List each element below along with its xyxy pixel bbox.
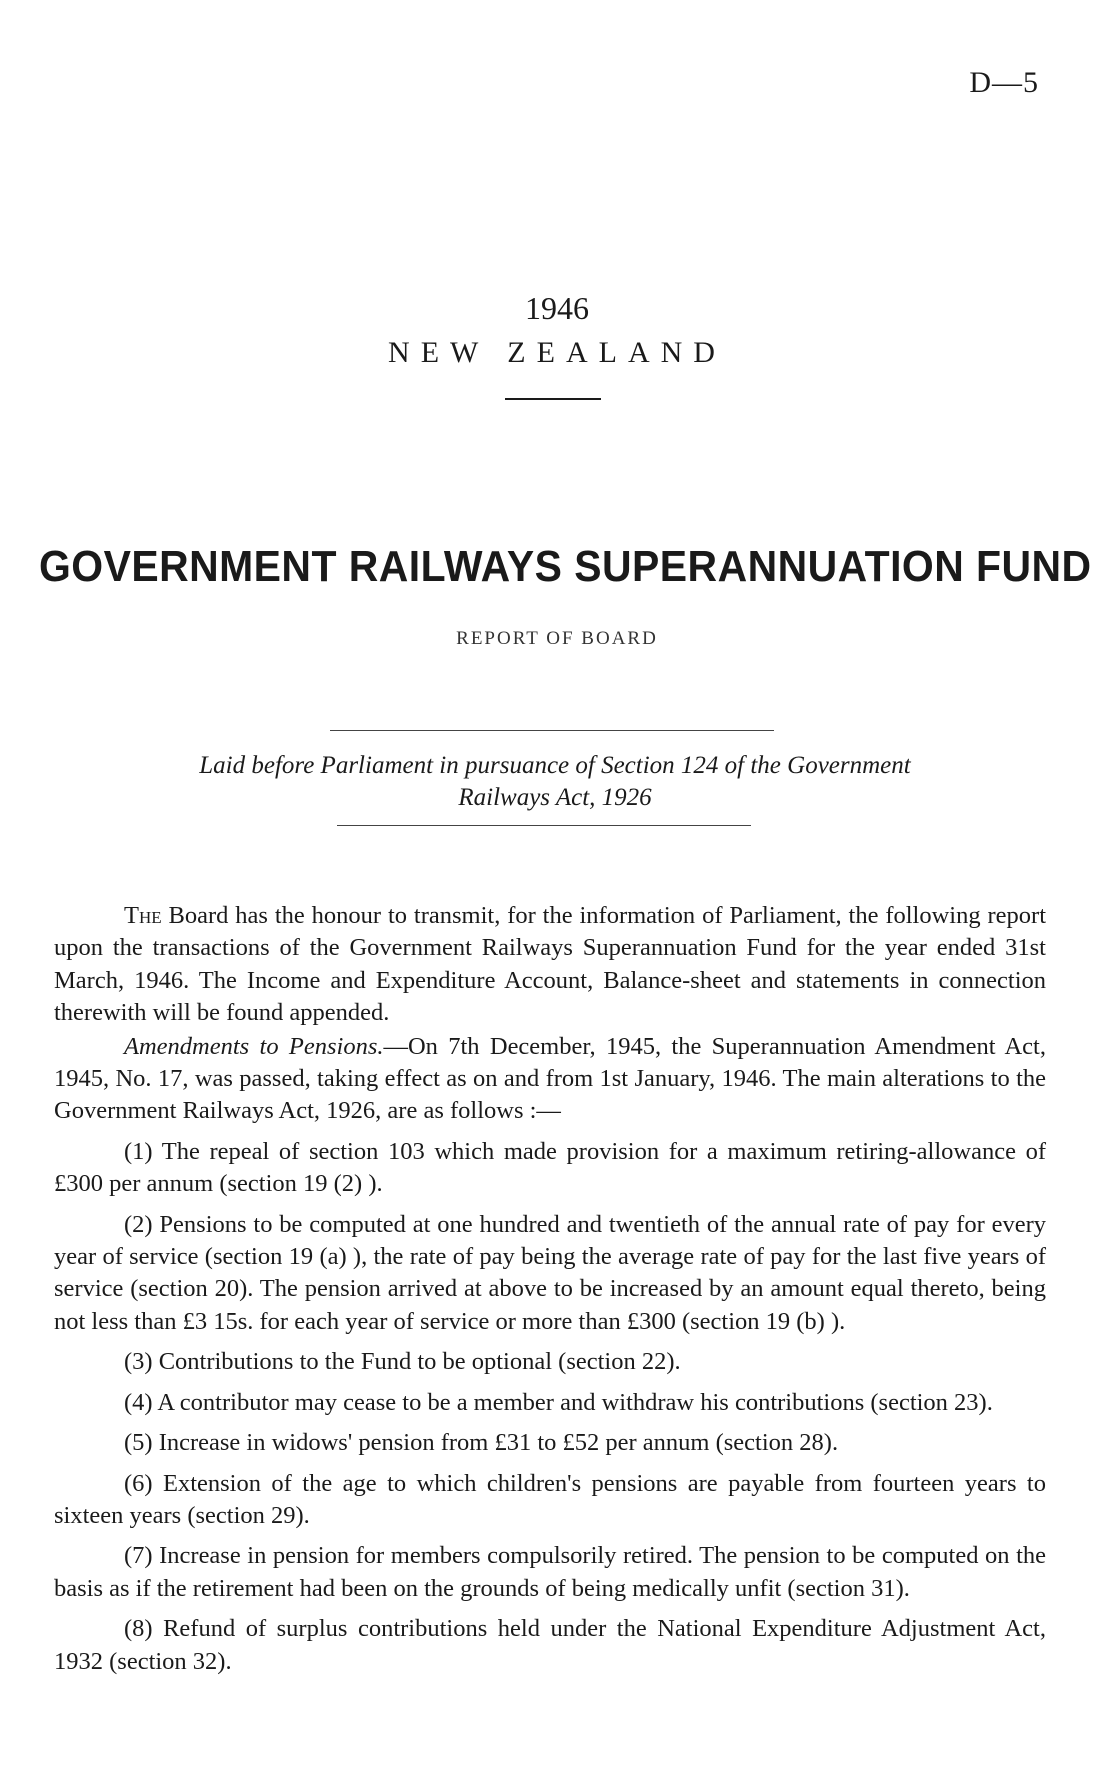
list-item: (7) Increase in pension for members compulsorily retired. The pension to be computed on the basis as if the retirement had been on the grounds of being medically unfit (section 31). [54, 1542, 1046, 1602]
laid-before-line-1: Laid before Parliament in pursuance of Section 124 of the Government [199, 752, 911, 779]
report-year: 1946 [525, 290, 589, 326]
laid-before-note [150, 750, 960, 814]
amendments-heading: Amendments to Pensions. [124, 1032, 384, 1060]
heading-divider [505, 398, 601, 400]
bottom-divider [337, 825, 751, 826]
list-item: (6) Extension of the age to which children's pensions are payable from fourteen years to sixteen years (section 29). [54, 1469, 1046, 1529]
document-title: GOVERNMENT RAILWAYS SUPERANNUATION FUND [38, 542, 1092, 591]
page-number: D—5 [969, 66, 1039, 99]
list-item: (8) Refund of surplus contributions held under the National Expenditure Adjustment Act, 1932 (section 32). [54, 1615, 1046, 1675]
country-heading: NEW ZEALAND [388, 336, 726, 369]
document-subtitle: REPORT OF BOARD [456, 628, 658, 649]
amendments-text: —On 7th December, 1945, the Superannuation Amendment Act, 1945, No. 17, was passed, taking effect as on and from 1st January, 1946. The main alterations to the Government Railways Act, 1926, are as follows :— [54, 1032, 1046, 1125]
list-item: (1) The repeal of section 103 which made provision for a maximum retiring-allowance of £300 per annum (section 19 (2) ). [54, 1137, 1046, 1198]
list-item: (2) Pensions to be computed at one hundred and twentieth of the annual rate of pay for every year of service (section 19 (a) ), the rate of pay being the average rate of pay for the last five years of service (section 20). The pension arrived at above to be increased by an amount equal thereto, being not less than £3 15s. for each year of service or more than £300 (section 19 (b) ). [54, 1210, 1046, 1335]
report-body [54, 900, 1046, 1679]
list-item: (5) Increase in widows' pension from £31 to £52 per annum (section 28). [124, 1429, 839, 1457]
list-item: (4) A contributor may cease to be a member and withdraw his contributions (section 23). [124, 1388, 993, 1416]
laid-before-line-2: Railways Act, 1926 [458, 784, 652, 811]
list-item: (3) Contributions to the Fund to be optional (section 22). [124, 1348, 681, 1376]
top-divider [330, 730, 774, 731]
intro-lead-word: The [124, 902, 162, 929]
intro-paragraph [54, 900, 1046, 1030]
amendments-paragraph [54, 1031, 1046, 1128]
intro-text: Board has the honour to transmit, for the information of Parliament, the following report upon the transactions of the Government Railways Superannuation Fund for the year ended 31st March, 1946. The Income and Expenditure Account, Balance-sheet and statements in connection therewith will be found appended. [54, 902, 1046, 1027]
